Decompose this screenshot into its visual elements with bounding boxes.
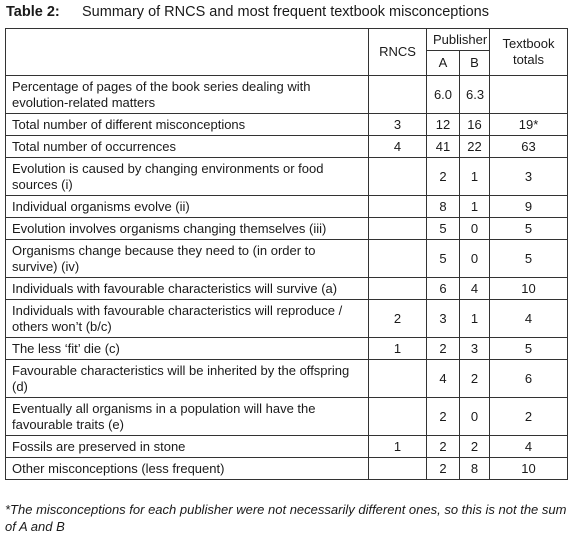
row-label: Individuals with favourable characteristics will survive (a) <box>6 278 369 300</box>
row-label: Fossils are preserved in stone <box>6 436 369 458</box>
table-row <box>6 218 568 240</box>
header-empty-cell <box>6 29 369 76</box>
row-label: Percentage of pages of the book series dealing with evolution-related matters <box>6 76 369 114</box>
publisher-a-value: 2 <box>427 338 460 360</box>
rncs-value <box>369 158 427 196</box>
publisher-a-value: 2 <box>427 158 460 196</box>
table-row <box>6 240 568 278</box>
row-label: Individual organisms evolve (ii) <box>6 196 369 218</box>
publisher-b-value: 3 <box>460 338 490 360</box>
total-value: 4 <box>490 436 568 458</box>
publisher-b-value: 0 <box>460 398 490 436</box>
publisher-a-value: 6 <box>427 278 460 300</box>
publisher-b-value: 22 <box>460 136 490 158</box>
publisher-a-value: 2 <box>427 398 460 436</box>
publisher-b-value: 4 <box>460 278 490 300</box>
publisher-a-value: 8 <box>427 196 460 218</box>
total-value: 5 <box>490 218 568 240</box>
publisher-a-value: 6.0 <box>427 76 460 114</box>
rncs-value <box>369 76 427 114</box>
table-row <box>6 398 568 436</box>
rncs-value: 3 <box>369 114 427 136</box>
row-label: Organisms change because they need to (in order to survive) (iv) <box>6 240 369 278</box>
publisher-b-value: 0 <box>460 218 490 240</box>
total-value: 5 <box>490 240 568 278</box>
publisher-b-value: 16 <box>460 114 490 136</box>
row-label: The less ‘fit’ die (c) <box>6 338 369 360</box>
total-value: 2 <box>490 398 568 436</box>
row-label: Other misconceptions (less frequent) <box>6 458 369 480</box>
misconceptions-table <box>5 28 568 480</box>
row-label: Individuals with favourable characteristics will reproduce / others won’t (b/c) <box>6 300 369 338</box>
table-title: Summary of RNCS and most frequent textbook misconceptions <box>82 4 489 20</box>
table-row <box>6 196 568 218</box>
header-row-top <box>6 29 568 51</box>
rncs-value <box>369 240 427 278</box>
publisher-a-value: 2 <box>427 458 460 480</box>
total-value: 5 <box>490 338 568 360</box>
rncs-value: 1 <box>369 436 427 458</box>
rncs-value <box>369 398 427 436</box>
publisher-b-value: 0 <box>460 240 490 278</box>
publisher-b-value: 6.3 <box>460 76 490 114</box>
rncs-value <box>369 360 427 398</box>
row-label: Total number of different misconceptions <box>6 114 369 136</box>
row-label: Evolution is caused by changing environments or food sources (i) <box>6 158 369 196</box>
total-value: 10 <box>490 458 568 480</box>
row-label: Favourable characteristics will be inherited by the offspring (d) <box>6 360 369 398</box>
publisher-a-value: 12 <box>427 114 460 136</box>
table-row <box>6 458 568 480</box>
rncs-value <box>369 218 427 240</box>
publisher-b-value: 1 <box>460 196 490 218</box>
table-row <box>6 136 568 158</box>
rncs-value: 1 <box>369 338 427 360</box>
total-value: 10 <box>490 278 568 300</box>
total-value: 4 <box>490 300 568 338</box>
table-row <box>6 338 568 360</box>
publisher-b-value: 8 <box>460 458 490 480</box>
rncs-value: 2 <box>369 300 427 338</box>
header-publisher: Publisher <box>427 29 490 51</box>
total-value: 9 <box>490 196 568 218</box>
header-rncs: RNCS <box>369 29 427 76</box>
rncs-value <box>369 196 427 218</box>
publisher-a-value: 5 <box>427 240 460 278</box>
header-publisher-b: B <box>460 51 490 76</box>
total-value: 3 <box>490 158 568 196</box>
row-label: Eventually all organisms in a population will have the favourable traits (e) <box>6 398 369 436</box>
table-row <box>6 360 568 398</box>
rncs-value <box>369 458 427 480</box>
publisher-a-value: 3 <box>427 300 460 338</box>
table-row <box>6 436 568 458</box>
table-footnote: *The misconceptions for each publisher were not necessarily different ones, so this is not the sum of A and B <box>5 502 567 534</box>
table-row <box>6 158 568 196</box>
table-row <box>6 278 568 300</box>
publisher-b-value: 1 <box>460 300 490 338</box>
total-value: 19* <box>490 114 568 136</box>
table-label: Table 2: <box>6 4 60 20</box>
row-label: Total number of occurrences <box>6 136 369 158</box>
total-value: 6 <box>490 360 568 398</box>
total-value <box>490 76 568 114</box>
publisher-b-value: 2 <box>460 360 490 398</box>
publisher-a-value: 4 <box>427 360 460 398</box>
header-textbook-totals: Textbook totals <box>490 29 568 76</box>
table-row <box>6 114 568 136</box>
publisher-a-value: 5 <box>427 218 460 240</box>
table-row <box>6 300 568 338</box>
total-value: 63 <box>490 136 568 158</box>
publisher-a-value: 2 <box>427 436 460 458</box>
publisher-b-value: 1 <box>460 158 490 196</box>
table-caption <box>6 3 489 21</box>
publisher-a-value: 41 <box>427 136 460 158</box>
header-publisher-a: A <box>427 51 460 76</box>
rncs-value: 4 <box>369 136 427 158</box>
row-label: Evolution involves organisms changing themselves (iii) <box>6 218 369 240</box>
table-row <box>6 76 568 114</box>
publisher-b-value: 2 <box>460 436 490 458</box>
rncs-value <box>369 278 427 300</box>
